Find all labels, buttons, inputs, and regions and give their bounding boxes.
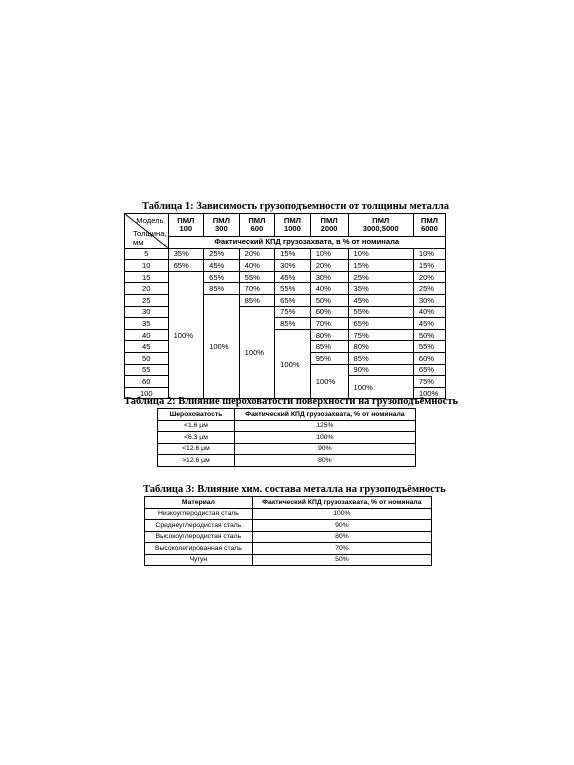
thickness-cell: 55	[125, 364, 169, 376]
column-header: Материал	[145, 497, 253, 509]
full-capacity-cell: 100%	[348, 376, 413, 399]
value-cell: 60%	[310, 306, 348, 318]
model-header	[204, 214, 240, 237]
value-cell: 15%	[413, 260, 445, 272]
corner-model-label: Модель	[136, 216, 164, 225]
row-label: Высоколегированная сталь	[145, 543, 253, 555]
value-cell: 70%	[310, 318, 348, 330]
row-label: <1.6 µм	[158, 420, 235, 432]
value-cell: 45%	[413, 318, 445, 330]
thickness-cell: 25	[125, 294, 169, 306]
row-label: Низкоуглеродистая сталь	[145, 508, 253, 520]
table-row	[145, 531, 432, 543]
header-row	[158, 409, 416, 421]
value-cell: 55%	[239, 271, 275, 283]
value-cell: 10%	[413, 248, 445, 260]
full-capacity-cell: 100%	[275, 329, 311, 399]
value-cell: 30%	[413, 294, 445, 306]
model-prefix: ПМЛ	[177, 216, 195, 225]
value-cell: 30%	[310, 271, 348, 283]
corner-cell	[125, 214, 169, 249]
value-cell: 35%	[348, 283, 413, 295]
value-cell: 85%	[310, 341, 348, 353]
row-label: <6.3 µм	[158, 432, 235, 444]
value-cell: 55%	[275, 283, 311, 295]
value-cell: 70%	[239, 283, 275, 295]
row-label: Высокоуглеродистая сталь	[145, 531, 253, 543]
value-cell: 20%	[239, 248, 275, 260]
value-cell: 65%	[168, 260, 204, 272]
thickness-cell: 35	[125, 318, 169, 330]
value-cell: 70%	[252, 543, 431, 555]
value-cell: 60%	[413, 352, 445, 364]
value-cell: 90%	[348, 364, 413, 376]
value-cell: 10%	[348, 248, 413, 260]
thickness-cell: 60	[125, 376, 169, 388]
model-number: 6000	[420, 224, 438, 233]
value-cell: 75%	[413, 376, 445, 388]
value-cell: 25%	[204, 248, 240, 260]
table-row	[125, 260, 446, 272]
table1-title: Таблица 1: Зависимость грузоподъемности от толщины металла	[142, 201, 450, 212]
thickness-cell: 100	[125, 387, 169, 399]
table-row	[145, 543, 432, 555]
value-cell: 85%	[239, 294, 275, 306]
value-cell: 20%	[310, 260, 348, 272]
model-prefix: ПМЛ	[372, 216, 390, 225]
value-cell: 40%	[413, 306, 445, 318]
value-cell: 10%	[310, 248, 348, 260]
thickness-cell: 50	[125, 352, 169, 364]
value-cell: 55%	[413, 341, 445, 353]
value-cell: 25%	[348, 271, 413, 283]
model-header	[275, 214, 311, 237]
value-cell: 20%	[413, 271, 445, 283]
full-capacity-cell: 100%	[168, 271, 204, 399]
value-cell: 45%	[348, 294, 413, 306]
full-capacity-cell: 100%	[239, 306, 275, 399]
value-cell: 125%	[234, 420, 415, 432]
value-cell: 40%	[310, 283, 348, 295]
subheader-row	[125, 237, 446, 249]
thickness-table	[124, 213, 446, 399]
value-cell: 80%	[234, 455, 415, 467]
value-cell: 45%	[275, 271, 311, 283]
model-prefix: ПМЛ	[248, 216, 266, 225]
table-row	[145, 508, 432, 520]
value-cell: 100%	[234, 432, 415, 444]
value-cell: 40%	[239, 260, 275, 272]
model-header	[168, 214, 204, 237]
row-label: >12.6 µм	[158, 455, 235, 467]
material-table	[144, 496, 432, 566]
model-number: 2000	[320, 224, 338, 233]
model-prefix: ПМЛ	[283, 216, 301, 225]
value-cell: 100%	[252, 508, 431, 520]
model-prefix: ПМЛ	[320, 216, 338, 225]
model-number: 100	[179, 224, 193, 233]
roughness-table	[157, 408, 416, 467]
value-cell: 85%	[348, 352, 413, 364]
corner-thickness-label: Толщина, мм	[133, 228, 167, 247]
value-cell: 80%	[348, 341, 413, 353]
value-cell: 65%	[348, 318, 413, 330]
value-cell: 65%	[204, 271, 240, 283]
table-row	[158, 443, 416, 455]
thickness-cell: 10	[125, 260, 169, 272]
table-row	[158, 455, 416, 467]
model-header	[239, 214, 275, 237]
value-cell: 90%	[234, 443, 415, 455]
value-cell: 90%	[252, 520, 431, 532]
model-number: 600	[250, 224, 264, 233]
column-header: Фактический КПД грузозахвата, % от номинала	[252, 497, 431, 509]
value-cell: 65%	[275, 294, 311, 306]
value-cell: 80%	[252, 531, 431, 543]
value-cell: 75%	[275, 306, 311, 318]
value-cell: 65%	[413, 364, 445, 376]
table-row	[125, 248, 446, 260]
table-row	[145, 554, 432, 566]
thickness-cell: 40	[125, 329, 169, 341]
value-cell: 50%	[252, 554, 431, 566]
row-label: Среднеуглеродистая сталь	[145, 520, 253, 532]
full-capacity-cell: 100%	[204, 294, 240, 398]
full-capacity-cell: 100%	[310, 364, 348, 399]
model-prefix: ПМЛ	[212, 216, 230, 225]
thickness-cell: 5	[125, 248, 169, 260]
model-header-row	[125, 214, 446, 237]
value-cell: 30%	[275, 260, 311, 272]
table3-title: Таблица 3: Влияние хим. состава металла на грузоподъёмность	[143, 484, 446, 495]
model-number: 300	[215, 224, 228, 233]
model-header	[310, 214, 348, 237]
row-label: Чугун	[145, 554, 253, 566]
value-cell: 95%	[310, 352, 348, 364]
table-row	[158, 420, 416, 432]
thickness-cell: 30	[125, 306, 169, 318]
value-cell: 50%	[413, 329, 445, 341]
value-cell: 75%	[348, 329, 413, 341]
table-row	[158, 432, 416, 444]
model-number: 3000,5000	[362, 224, 399, 233]
thickness-cell: 15	[125, 271, 169, 283]
value-cell: 15%	[348, 260, 413, 272]
value-cell: 25%	[413, 283, 445, 295]
thickness-cell: 45	[125, 341, 169, 353]
model-number: 1000	[283, 224, 301, 233]
table-row	[125, 271, 446, 283]
value-cell: 15%	[275, 248, 311, 260]
model-header	[348, 214, 413, 237]
value-cell: 100%	[413, 387, 445, 399]
value-cell: 80%	[310, 329, 348, 341]
model-prefix: ПМЛ	[420, 216, 438, 225]
model-header	[413, 214, 445, 237]
value-cell: 45%	[204, 260, 240, 272]
value-cell: 55%	[348, 306, 413, 318]
table2-title: Таблица 2: Влияние шероховатости поверхности на грузоподъёмность	[124, 396, 459, 407]
value-cell: 85%	[275, 318, 311, 330]
table-row	[145, 520, 432, 532]
value-cell: 85%	[204, 283, 240, 295]
header-row	[145, 497, 432, 509]
thickness-cell: 20	[125, 283, 169, 295]
value-cell: 50%	[310, 294, 348, 306]
efficiency-subheader: Фактический КПД грузозахвата, в % от номинала	[168, 237, 445, 249]
row-label: <12.6 µм	[158, 443, 235, 455]
column-header: Шероховатость	[158, 409, 235, 421]
value-cell: 35%	[168, 248, 204, 260]
column-header: Фактический КПД грузозахвата, % от номинала	[234, 409, 415, 421]
